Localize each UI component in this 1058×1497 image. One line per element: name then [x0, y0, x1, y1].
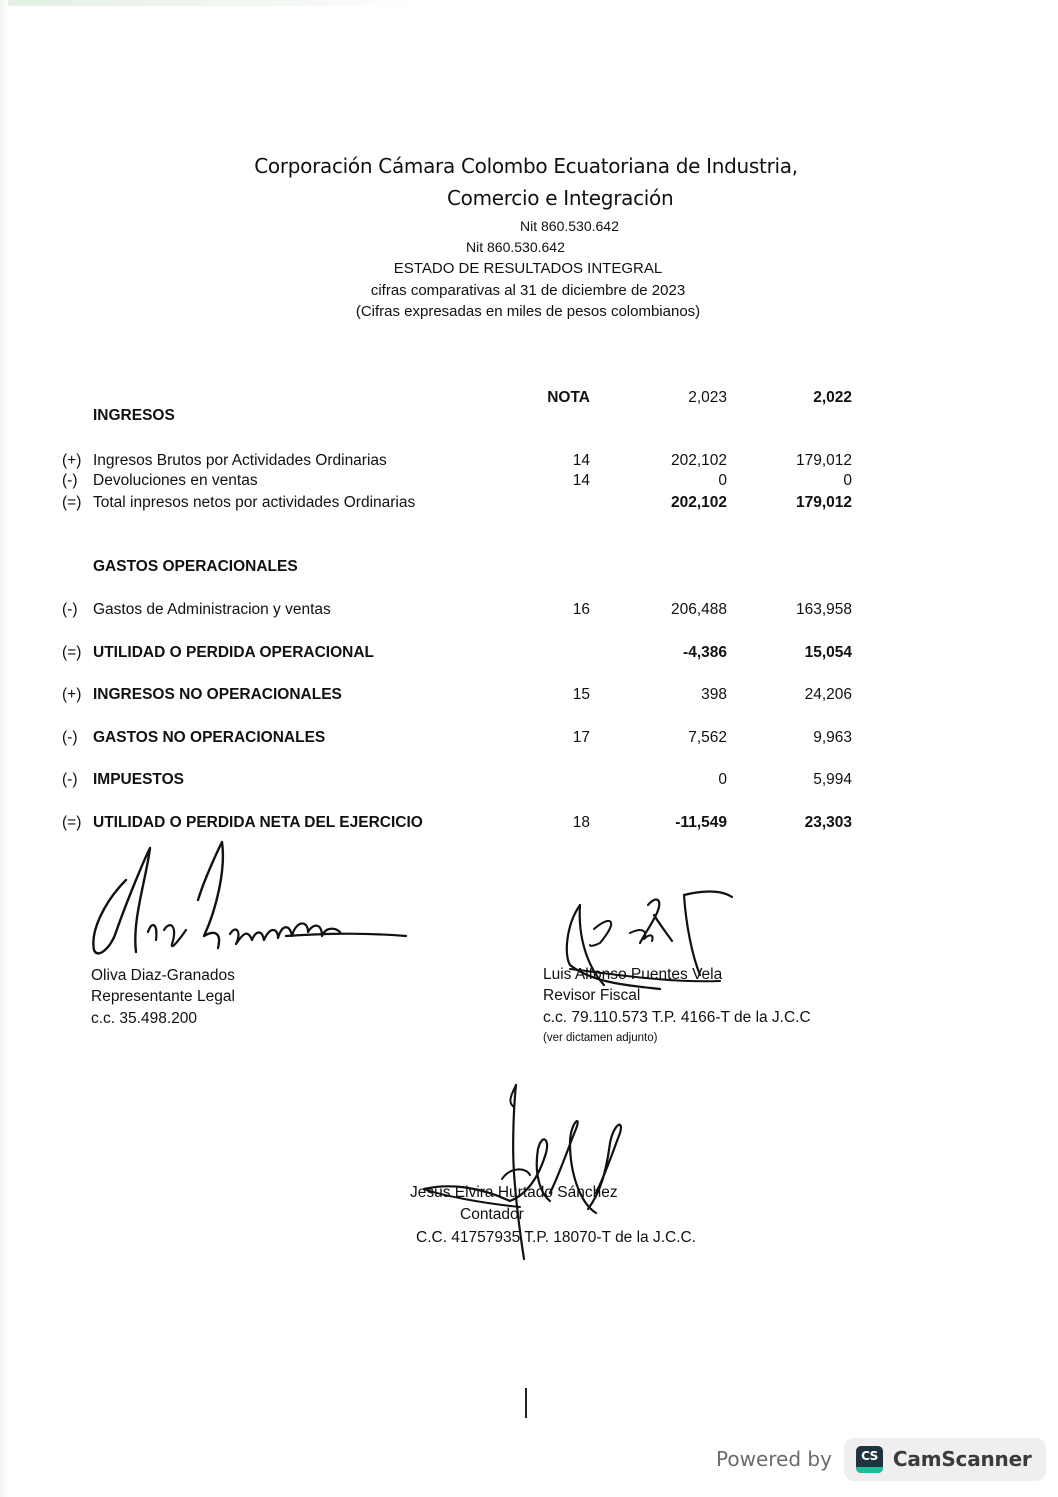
statement-title: ESTADO DE RESULTADOS INTEGRAL — [393, 260, 663, 277]
row-sign: (-) — [62, 771, 78, 788]
row-label: GASTOS NO OPERACIONALES — [93, 729, 326, 746]
section-ingresos — [0, 407, 1058, 427]
column-header-row — [0, 389, 1058, 409]
row-nota: 16 — [572, 601, 590, 618]
legal-rep-signature — [86, 840, 416, 970]
scan-edge-top — [0, 0, 420, 6]
section-title: GASTOS OPERACIONALES — [93, 558, 298, 575]
accountant-name: Jesus Elvira Hurtado Sánchez — [410, 1184, 618, 1201]
row-sign: (-) — [62, 601, 78, 618]
camscanner-watermark — [716, 1437, 1046, 1481]
row-value-2023: -4,386 — [683, 644, 727, 661]
row-value-2022: 179,012 — [795, 494, 852, 511]
row-sign: (+) — [62, 452, 82, 469]
legal-rep-role: Representante Legal — [91, 988, 235, 1005]
row-value-2023: -11,549 — [675, 814, 727, 831]
table-row — [0, 601, 1058, 621]
row-value-2022: 23,303 — [804, 814, 852, 831]
legal-rep-name: Oliva Diaz-Granados — [91, 967, 235, 984]
section-gastos-operacionales — [0, 558, 1058, 578]
row-label: UTILIDAD O PERDIDA NETA DEL EJERCICIO — [93, 814, 423, 831]
row-value-2023: 0 — [718, 472, 727, 489]
table-row-operational-result — [0, 644, 1058, 664]
row-value-2022: 179,012 — [795, 452, 852, 469]
row-value-2023: 202,102 — [670, 452, 727, 469]
row-value-2023: 202,102 — [670, 494, 727, 511]
table-row-net-result — [0, 814, 1058, 834]
row-value-2023: 206,488 — [670, 601, 727, 618]
company-name-line2: Comercio e Integración — [447, 186, 674, 210]
row-label: Ingresos Brutos por Actividades Ordinarias — [93, 452, 387, 469]
fiscal-auditor-id: c.c. 79.110.573 T.P. 4166-T de la J.C.C — [543, 1009, 811, 1026]
company-name-line1: Corporación Cámara Colombo Ecuatoriana de Industria, — [254, 154, 798, 178]
row-value-2023: 7,562 — [688, 729, 727, 746]
row-sign: (=) — [62, 494, 82, 511]
accountant-id: C.C. 41757935 T.P. 18070-T de la J.C.C. — [416, 1229, 697, 1246]
statement-period: cifras comparativas al 31 de diciembre de 2023 — [370, 282, 686, 299]
row-label: INGRESOS NO OPERACIONALES — [93, 686, 342, 703]
table-row — [0, 686, 1058, 706]
row-label: UTILIDAD O PERDIDA OPERACIONAL — [93, 644, 375, 661]
table-row — [0, 472, 1058, 492]
statement-units: (Cifras expresadas en miles de pesos colombianos) — [355, 303, 701, 320]
nit-line1: Nit 860.530.642 — [520, 218, 619, 234]
table-row — [0, 452, 1058, 472]
row-sign: (=) — [62, 644, 82, 661]
row-value-2022: 15,054 — [804, 644, 852, 661]
row-value-2022: 163,958 — [795, 601, 852, 618]
fiscal-auditor-role: Revisor Fiscal — [543, 987, 641, 1004]
row-value-2022: 24,206 — [804, 686, 852, 703]
camscanner-logo-icon: CS — [856, 1446, 883, 1473]
row-sign: (-) — [62, 729, 78, 746]
fiscal-auditor-note: (ver dictamen adjunto) — [543, 1032, 658, 1044]
row-nota: 14 — [572, 452, 590, 469]
fiscal-auditor-name: Luis Alfonso Puentes Vela — [543, 966, 723, 983]
row-sign: (=) — [62, 814, 82, 831]
row-nota: 18 — [572, 814, 590, 831]
row-value-2022: 9,963 — [813, 729, 852, 746]
row-sign: (-) — [62, 472, 78, 489]
section-title: INGRESOS — [93, 407, 175, 424]
table-row — [0, 771, 1058, 791]
table-row — [0, 729, 1058, 749]
camscanner-brand-name: CamScanner — [892, 1447, 1032, 1471]
row-nota: 15 — [572, 686, 590, 703]
accountant-role: Contador — [460, 1206, 524, 1223]
column-header-2022: 2,022 — [813, 389, 852, 406]
row-value-2023: 0 — [718, 771, 727, 788]
row-label: Devoluciones en ventas — [93, 472, 258, 489]
nit-line2: Nit 860.530.642 — [466, 239, 565, 255]
row-value-2022: 0 — [843, 472, 852, 489]
legal-rep-id: c.c. 35.498.200 — [91, 1010, 197, 1027]
column-header-2023: 2,023 — [688, 389, 727, 406]
row-nota: 17 — [572, 729, 590, 746]
row-label: IMPUESTOS — [93, 771, 185, 788]
scan-mark — [525, 1388, 527, 1418]
camscanner-badge — [844, 1438, 1046, 1481]
powered-by-label: Powered by — [716, 1447, 832, 1471]
row-sign: (+) — [62, 686, 82, 703]
row-label: Total inpresos netos por actividades Ordinarias — [93, 494, 416, 511]
row-label: Gastos de Administracion y ventas — [93, 601, 331, 618]
row-nota: 14 — [572, 472, 590, 489]
table-row-total — [0, 494, 1058, 514]
column-header-nota: NOTA — [547, 389, 590, 406]
row-value-2023: 398 — [701, 686, 727, 703]
row-value-2022: 5,994 — [813, 771, 852, 788]
